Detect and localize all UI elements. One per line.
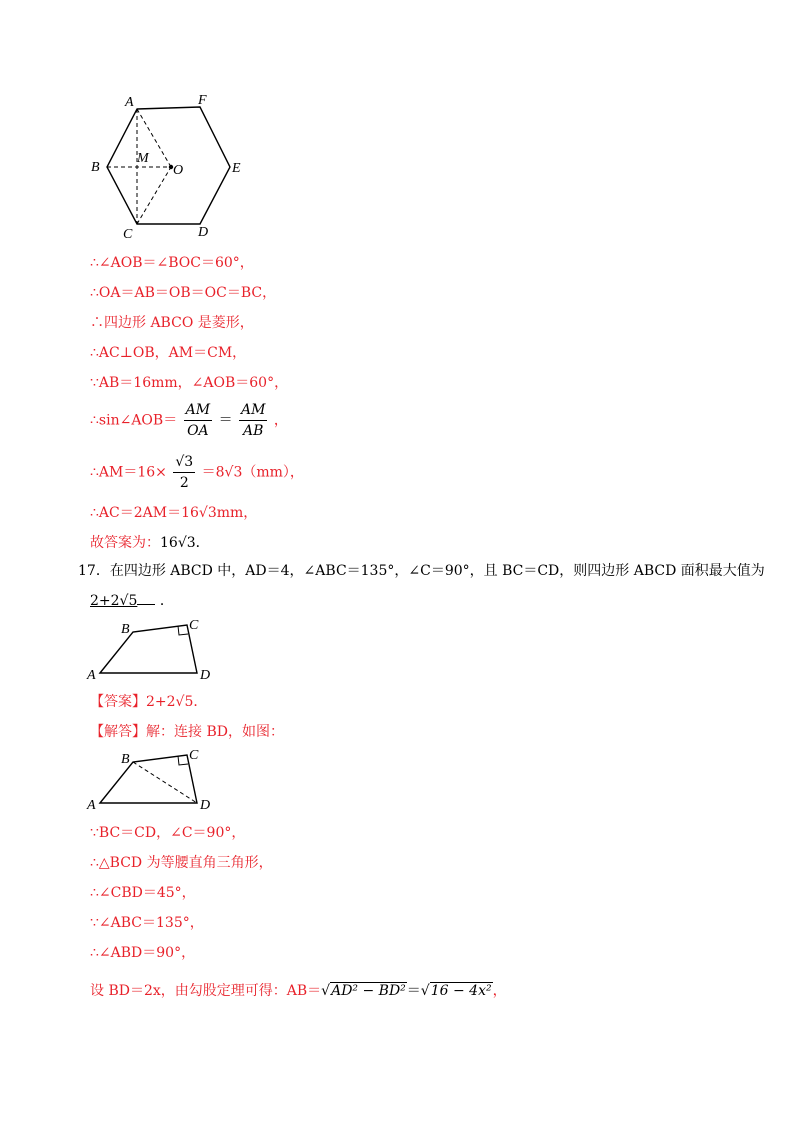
label-D: D <box>198 225 209 240</box>
solution-row: 【解答】解：连接 BD，如图： <box>90 724 284 740</box>
quadrilateral-bd-figure <box>85 745 225 815</box>
label-E: E <box>232 161 241 176</box>
label-D: D <box>200 798 211 813</box>
label-O: O <box>173 163 184 178</box>
hexagon-figure <box>85 90 255 240</box>
label-B: B <box>91 160 100 175</box>
label-F: F <box>198 93 207 108</box>
step-line: ∴四边形 ABCO 是菱形， <box>90 315 254 331</box>
step-line: ∴△BCD 为等腰直角三角形， <box>90 855 273 871</box>
label-C: C <box>189 748 199 763</box>
sin-line: ∴sin∠AOB＝ $\frac{AM}{OA}$ ＝ $\frac{AM}{AB}$ ， <box>90 402 288 439</box>
label-B: B <box>121 622 130 637</box>
label-D: D <box>200 668 211 683</box>
step-line: ∴∠CBD＝45°， <box>90 885 196 901</box>
label-M: M <box>137 151 149 166</box>
label-A: A <box>87 798 96 813</box>
step-line: ∴AC＝2AM＝16√3mm， <box>90 505 258 521</box>
quadrilateral-figure <box>85 615 225 685</box>
pythagoras-line: 设 BD＝2x，由勾股定理可得：AB＝√AD² − BD²＝√16 − 4x²， <box>90 983 507 999</box>
step-line: ∴∠ABD＝90°， <box>90 945 196 961</box>
step-line: ∴OA＝AB＝OB＝OC＝BC， <box>90 285 277 301</box>
label-A: A <box>125 95 134 110</box>
answer-line: 故答案为：16√3． <box>90 535 210 551</box>
step-line: ∵BC＝CD，∠C＝90°， <box>90 825 246 841</box>
step-line: ∴∠AOB＝∠BOC＝60°， <box>90 255 254 271</box>
label-B: B <box>121 752 130 767</box>
question-17: 17．在四边形 ABCD 中，AD＝4，∠ABC＝135°，∠C＝90°，且 BC＝CD，则四边形 ABCD 面积最大值为 <box>78 563 765 579</box>
step-line: ∵∠ABC＝135°， <box>90 915 204 931</box>
label-C: C <box>189 618 199 633</box>
label-C: C <box>123 227 133 240</box>
am-line: ∴AM＝16× $\frac{√3}{2}$ ＝8√3（mm）， <box>90 454 304 491</box>
label-A: A <box>87 668 96 683</box>
question-17-blank: 2+2√5 ． <box>90 593 174 609</box>
step-line: ∴AC⊥OB，AM＝CM， <box>90 345 247 361</box>
step-line: ∵AB＝16mm，∠AOB＝60°， <box>90 375 289 391</box>
answer-row: 【答案】2+2√5． <box>90 694 208 710</box>
